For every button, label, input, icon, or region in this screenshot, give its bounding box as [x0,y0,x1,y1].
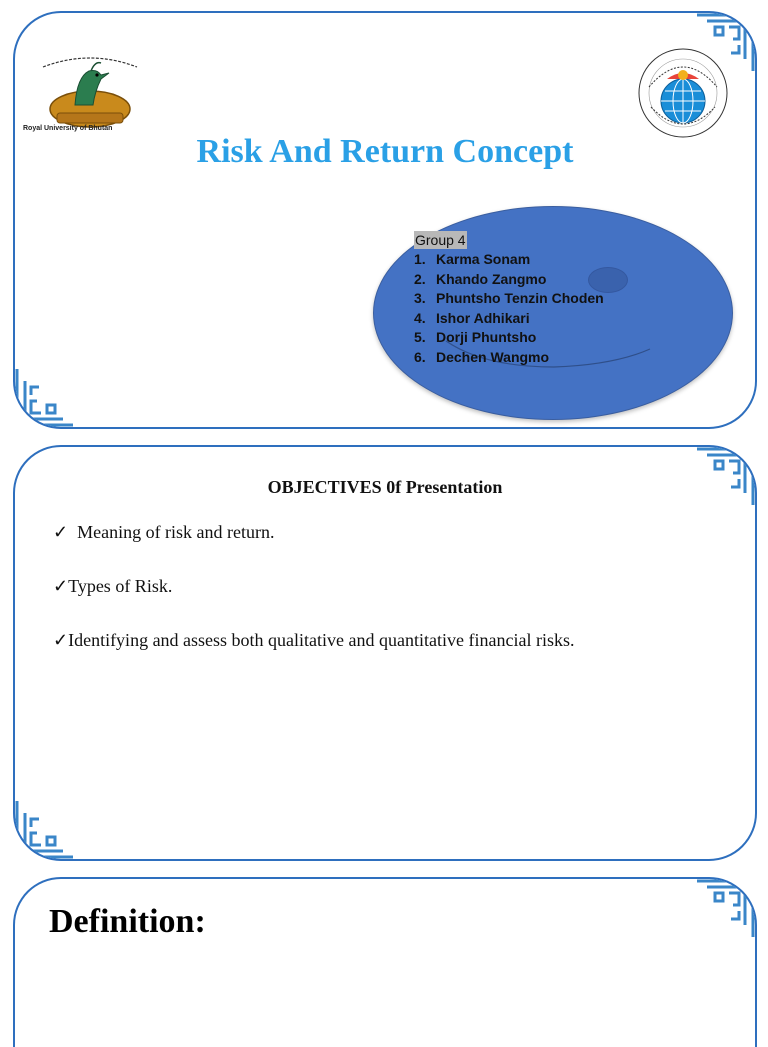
slide-title-text: Risk And Return Concept [196,133,574,170]
member-list [414,250,604,367]
list-item: 6. Dechen Wangmo [414,348,550,365]
list-item: 1. Karma Sonam [414,251,531,267]
group-label: Group 4 [415,232,466,248]
list-item: 5. Dorji Phuntsho [414,329,537,345]
gedu-college-logo [637,47,729,139]
corner-ornament-icon [13,365,77,429]
list-item: 2. Khando Zangmo [414,270,547,287]
objectives-heading: OBJECTIVES 0f Presentation [267,477,503,497]
list-item: 3. Phuntsho Tenzin Choden [414,290,604,306]
definition-heading: Definition: [49,903,206,940]
list-item: 4. Ishor Adhikari [414,309,530,326]
group-members-box [414,231,604,367]
objective-item: ✓Types of Risk. [53,576,173,596]
slide-objectives [13,445,757,861]
corner-ornament-icon [13,797,77,861]
corner-ornament-icon [693,877,757,941]
objective-item: ✓ Meaning of risk and return. [53,522,275,542]
slide-definition [13,877,757,1047]
slide-title [13,11,757,429]
objective-item: ✓Identifying and assess both qualitative and quantitative financial risks. [53,630,575,650]
logo-caption: Royal University of Bhutan [23,125,113,132]
